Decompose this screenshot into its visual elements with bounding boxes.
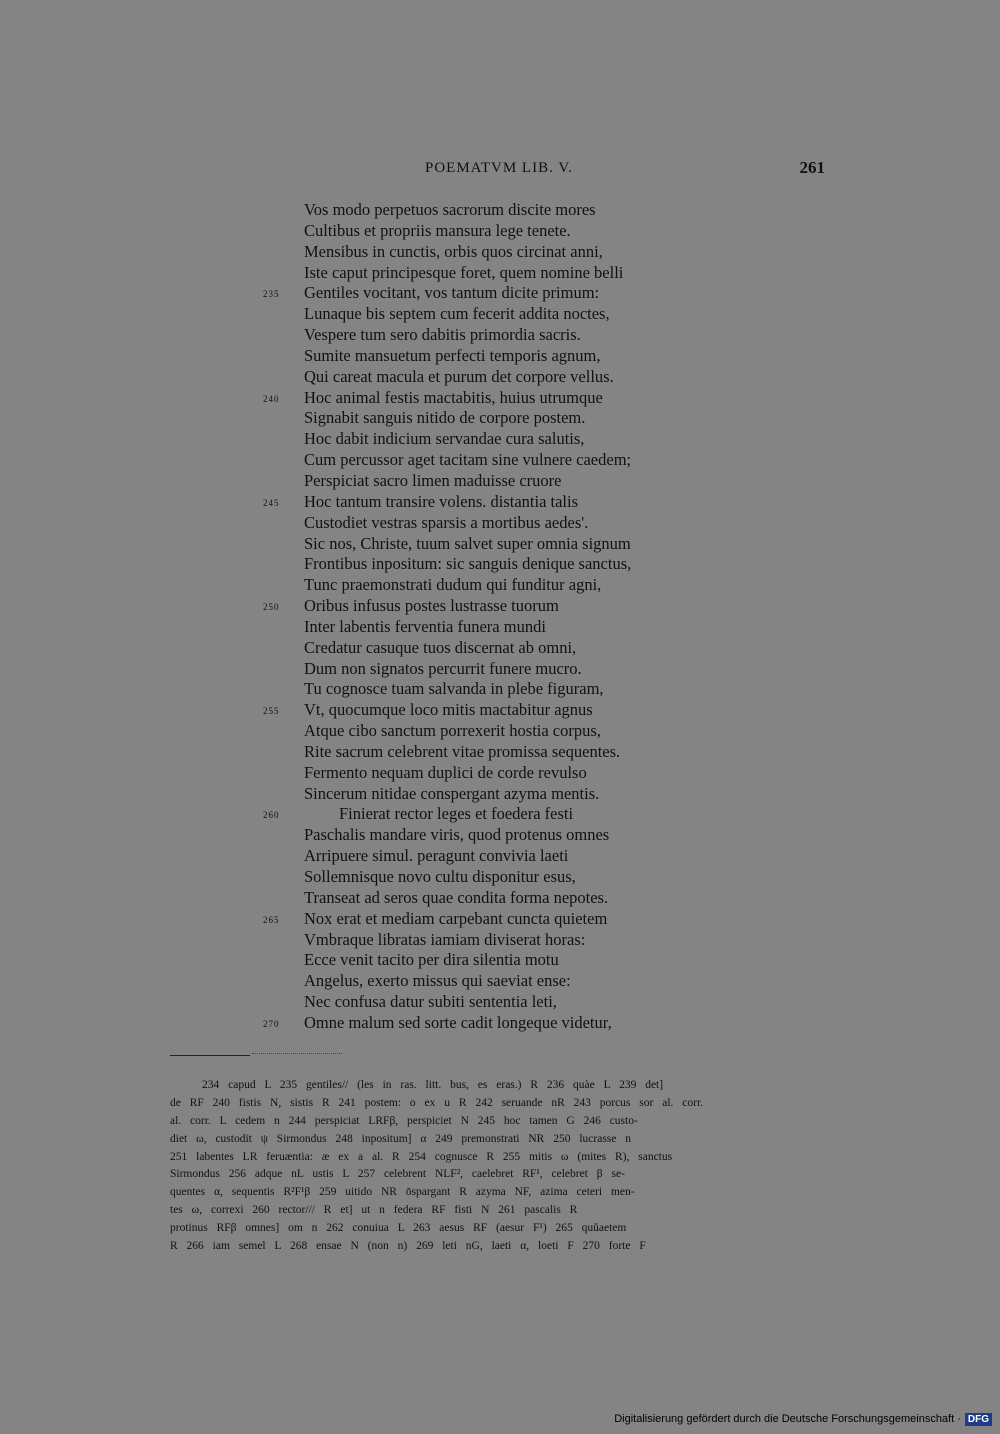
verse-text: Sic nos, Christe, tuum salvet super omnia signum xyxy=(304,533,631,553)
apparatus-line: 234 capud L 235 gentiles// (les in ras. litt. bus, es eras.) R 236 quàe L 239 det] xyxy=(202,1079,664,1091)
verse-line xyxy=(250,200,850,221)
verse-text: Vmbraque libratas iamiam diviserat horas: xyxy=(304,929,586,949)
verse-text: Hoc animal festis mactabitis, huius utrumque xyxy=(304,387,603,407)
apparatus-line: 251 labentes LR feruæntia: æ ex a al. R 254 cognusce R 255 mitis ω (mites R), sanctus xyxy=(170,1150,673,1163)
running-title: POEMATVM LIB. V. xyxy=(425,160,573,176)
verse-text: Omne malum sed sorte cadit longeque videtur, xyxy=(304,1012,612,1032)
digitization-credit xyxy=(614,1410,992,1428)
verse-line xyxy=(250,659,850,680)
verse-line xyxy=(250,575,850,596)
verse-number: 250 xyxy=(263,602,280,613)
verse-line xyxy=(250,242,850,263)
verse-text: Qui careat macula et purum det corpore vellus. xyxy=(304,366,614,386)
verse-text: Cum percussor aget tacitam sine vulnere caedem; xyxy=(304,450,632,470)
apparatus-line: R 266 iam semel L 268 ensae N (non n) 269 leti nG, laeti α, loeti F 270 forte F xyxy=(170,1240,646,1253)
page-number: 261 xyxy=(799,158,825,177)
apparatus-line: tes ω, correxi 260 rector/// R et] ut n federa RF fisti N 261 pascalis R xyxy=(170,1204,578,1217)
verse-line xyxy=(250,450,850,471)
verse-text: Cultibus et propriis mansura lege tenete. xyxy=(304,220,571,240)
verse-line xyxy=(250,909,850,930)
verse-line xyxy=(250,221,850,242)
apparatus-line: de RF 240 fistis N, sistis R 241 postem: o ex u R 242 seruande nR 243 porcus sor al. corr. xyxy=(170,1096,704,1109)
verse-line xyxy=(250,554,850,575)
verse-number: 270 xyxy=(263,1018,280,1029)
dfg-logo: DFG xyxy=(965,1413,992,1426)
apparatus-line: quentes α, sequentis R²F¹β 259 uitido NR ōspargant R azyma NF, azima ceteri men- xyxy=(170,1186,635,1199)
verse-text: Sumite mansuetum perfecti temporis agnum, xyxy=(304,345,601,365)
verse-line xyxy=(250,534,850,555)
verse-text: Ecce venit tacito per dira silentia motu xyxy=(304,950,559,970)
verse-text: Transeat ad seros quae condita forma nepotes. xyxy=(304,887,609,907)
verse-text: Frontibus inpositum: sic sanguis denique sanctus, xyxy=(304,554,632,574)
verse-line xyxy=(250,950,850,971)
verse-text: Custodiet vestras sparsis a mortibus aedes'. xyxy=(304,512,589,532)
verse-text: Nec confusa datur subiti sententia leti, xyxy=(304,992,557,1012)
verse-text: Perspiciat sacro limen maduisse cruore xyxy=(304,470,562,490)
verse-line xyxy=(250,471,850,492)
credit-text: Digitalisierung gefördert durch die Deutsche Forschungsgemeinschaft · xyxy=(614,1413,961,1425)
verse-text: Atque cibo sanctum porrexerit hostia corpus, xyxy=(304,721,601,741)
verse-text: Inter labentis ferventia funera mundi xyxy=(304,616,546,636)
verse-number: 255 xyxy=(263,706,280,717)
verse-line xyxy=(250,388,850,409)
verse-number: 235 xyxy=(263,289,280,300)
verse-text: Sollemnisque novo cultu disponitur esus, xyxy=(304,867,576,886)
verse-line xyxy=(250,429,850,450)
apparatus-line: Sirmondus 256 adque nL ustis L 257 celebrent NLF², caelebret RF¹, celebret β se- xyxy=(170,1168,625,1181)
verse-line xyxy=(250,867,850,888)
verse-text: Tu cognosce tuam salvanda in plebe figuram, xyxy=(304,679,604,699)
verse-line xyxy=(250,804,850,825)
verse-text: Mensibus in cunctis, orbis quos circinat anni, xyxy=(304,241,603,261)
footnote-divider xyxy=(170,1055,250,1056)
verse-number: 265 xyxy=(263,914,280,925)
verse-number: 245 xyxy=(263,497,280,508)
footnote-divider-dots xyxy=(252,1053,342,1054)
verse-line xyxy=(250,784,850,805)
verse-line xyxy=(250,763,850,784)
verse-line xyxy=(250,325,850,346)
verse-text: Lunaque bis septem cum fecerit addita noctes, xyxy=(304,304,610,324)
verse-line xyxy=(250,930,850,951)
verse-line xyxy=(250,992,850,1013)
apparatus-line: al. corr. L cedem n 244 perspiciat LRFβ, perspiciet N 245 hoc tamen G 246 custo- xyxy=(170,1114,638,1127)
critical-apparatus xyxy=(170,1077,825,1256)
verse-line xyxy=(250,283,850,304)
verse-line xyxy=(250,263,850,284)
verse-line xyxy=(250,679,850,700)
verse-line xyxy=(250,825,850,846)
verse-line xyxy=(250,700,850,721)
verse-line xyxy=(250,846,850,867)
verse-number: 260 xyxy=(263,810,280,821)
verse-line xyxy=(250,1013,850,1034)
page-header xyxy=(170,160,825,182)
verse-text: Hoc dabit indicium servandae cura salutis, xyxy=(304,429,585,449)
verse-line xyxy=(250,367,850,388)
verse-line xyxy=(250,304,850,325)
apparatus-line: diet ω, custodit ψ Sirmondus 248 inpositum] α 249 premonstrati NR 250 lucrasse n xyxy=(170,1132,632,1145)
verse-text: Iste caput principesque foret, quem nomine belli xyxy=(304,262,624,282)
verse-text: Nox erat et mediam carpebant cuncta quietem xyxy=(304,908,608,928)
verse-text: Credatur casuque tuos discernat ab omni, xyxy=(304,637,577,657)
verse-line xyxy=(250,492,850,513)
verse-text: Gentiles vocitant, vos tantum dicite primum: xyxy=(304,283,600,303)
verse-text: Vt, quocumque loco mitis mactabitur agnus xyxy=(304,700,593,720)
verse-line xyxy=(250,971,850,992)
verse-text: Rite sacrum celebrent vitae promissa sequentes. xyxy=(304,741,621,761)
verse-line xyxy=(250,346,850,367)
apparatus-line: protinus RFβ omnes] om n 262 conuiua L 263 aesus RF (aesur F¹) 265 quǔaetem xyxy=(170,1222,627,1235)
verse-line xyxy=(250,408,850,429)
verse-text: Vos modo perpetuos sacrorum discite mores xyxy=(304,200,596,219)
verse-text: Arripuere simul. peragunt convivia laeti xyxy=(304,846,569,866)
poem-text xyxy=(250,200,850,1034)
verse-text: Sincerum nitidae conspergant azyma mentis. xyxy=(304,783,600,803)
verse-text: Finierat rector leges et foedera festi xyxy=(339,804,574,824)
verse-number: 240 xyxy=(263,393,280,404)
verse-line xyxy=(250,617,850,638)
verse-line xyxy=(250,596,850,617)
verse-text: Hoc tantum transire volens. distantia talis xyxy=(304,491,579,511)
verse-text: Paschalis mandare viris, quod protenus omnes xyxy=(304,825,610,845)
verse-line xyxy=(250,888,850,909)
verse-text: Vespere tum sero dabitis primordia sacris. xyxy=(304,325,581,345)
verse-line xyxy=(250,721,850,742)
verse-line xyxy=(250,742,850,763)
verse-text: Angelus, exerto missus qui saeviat ense: xyxy=(304,971,571,991)
verse-line xyxy=(250,513,850,534)
verse-line xyxy=(250,638,850,659)
verse-text: Signabit sanguis nitido de corpore postem. xyxy=(304,408,586,428)
verse-text: Fermento nequam duplici de corde revulso xyxy=(304,762,587,782)
verse-text: Tunc praemonstrati dudum qui funditur agni, xyxy=(304,575,602,595)
verse-text: Oribus infusus postes lustrasse tuorum xyxy=(304,596,559,616)
verse-text: Dum non signatos percurrit funere mucro. xyxy=(304,658,582,678)
